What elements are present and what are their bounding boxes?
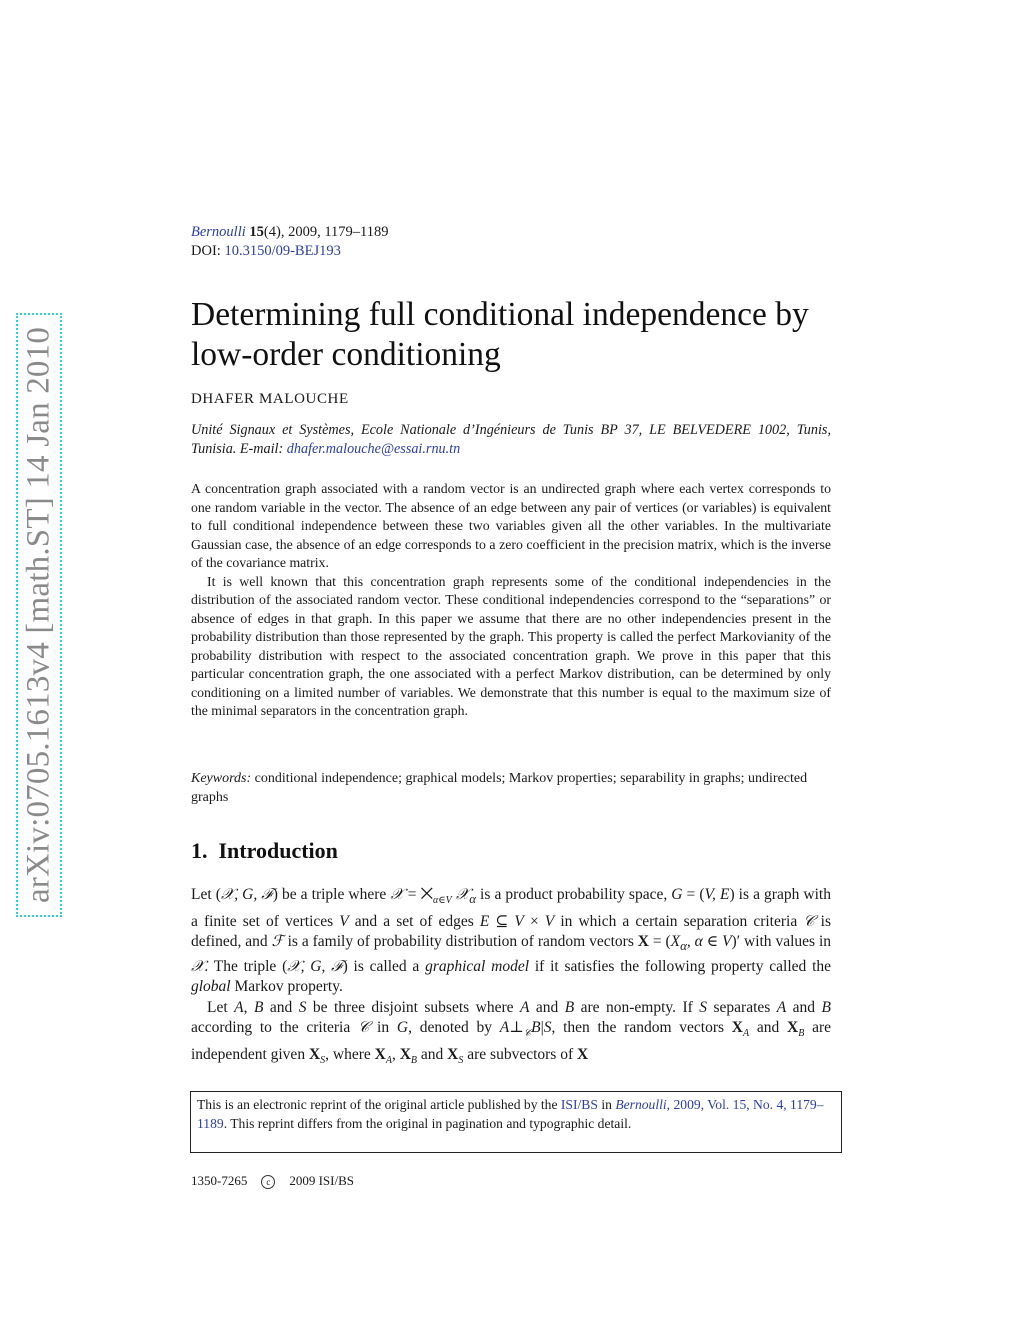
author-email-link[interactable]: dhafer.malouche@essai.rnu.tn (286, 441, 461, 457)
section-title: Introduction (218, 838, 338, 863)
arxiv-stamp (16, 313, 62, 917)
journal-issue: (4), 2009, 1179–1189 (263, 224, 389, 240)
paper-title: Determining full conditional independence by low-order conditioning (191, 296, 809, 373)
abstract-paragraph-1: A concentration graph associated with a random vector is an undirected graph where each vertex corresponds to one random variable in the vector. The absence of an edge between any pair of vertices (or variables) is equivalent to full conditional independence between these two variables given all the other variables. In the multivariate Gaussian case, the absence of an edge corresponds to a zero coefficient in the precision matrix, which is the inverse of the covariance matrix. (191, 481, 831, 570)
abstract-paragraph-2: It is well known that this concentration graph represents some of the conditional independencies in the distribution of the associated random vector. These conditional independencies correspond to the “separations” or absence of edges in that graph. In this paper we assume that there are no other independencies present in the probability distribution than those represented by the graph. This property is called the perfect Markovianity of the probability distribution with respect to the associated concentration graph. We prove in this paper that this particular concentration graph, the one associated with a perfect Markov distribution, can be determined by only conditioning on a limited number of variables. We demonstrate that this number is equal to the maximum size of the minimal separators in the concentration graph. (191, 573, 831, 718)
keywords-text: conditional independence; graphical models; Markov properties; separability in graphs; undirected graphs (191, 771, 808, 805)
author-name: DHAFER MALOUCHE (191, 391, 349, 407)
section-number: 1. (191, 838, 208, 863)
affiliation-text: Unité Signaux et Systèmes, Ecole Nationale d’Ingénieurs de Tunis BP 37, LE BELVEDERE 1002, Tunis, Tunisia. E-mail: (191, 422, 831, 457)
copyright-text: 2009 ISI/BS (289, 1173, 354, 1188)
issn: 1350-7265 (191, 1173, 248, 1188)
abstract (191, 480, 831, 721)
affiliation (191, 421, 831, 459)
arxiv-identifier: arXiv:0705.1613v4 [math.ST] 14 Jan 2010 (20, 326, 57, 904)
journal-volume: 15 (249, 224, 264, 240)
section-heading-introduction (191, 838, 338, 864)
journal-info (191, 223, 389, 261)
journal-citation (191, 223, 389, 242)
journal-name-link[interactable]: Bernoulli (191, 224, 246, 240)
doi-line (191, 242, 389, 261)
intro-paragraph-1: Let (𝒳, G, ℱ) be a triple where 𝒳 = $⨉_{\alpha\in V}$ 𝒳$_\alpha$ is a product probability space, G = (V, E) is a graph with a finite set of vertices V and a set of edges E ⊆ V × V in which a certain separation criteria 𝒞 is defined, and ℱ is a family of probability distribution of random vectors $X = (X_\alpha$, α ∈ V)′ with values in 𝒳. The triple (𝒳, G, ℱ) is called a graphical model if it satisfies the following property called the global Markov property. (191, 886, 831, 996)
keywords-label: Keywords: (191, 771, 252, 786)
footer (191, 1173, 354, 1189)
term-global: global (191, 978, 231, 996)
bernoulli-link[interactable]: Bernoulli (615, 1097, 667, 1112)
introduction-body (191, 885, 831, 1071)
term-graphical-model: graphical model (425, 957, 530, 975)
copyright-icon: c (261, 1175, 275, 1189)
intro-paragraph-2: Let A, B and S be three disjoint subsets where A and B are non-empty. If S separates A and B according to the criteria 𝒞 in G, denoted by $A\perp_𝒞B|S$, then the random vectors $X_A$ and $X_B$ are independent given $X_S$, where $X_A$, $X_B$ and $X_S$ are subvectors of X (191, 998, 831, 1066)
keywords (191, 769, 831, 807)
isibs-link[interactable]: ISI/BS (560, 1097, 598, 1112)
article-reference-link[interactable]: , 2009, Vol. 15, No. 4, 1179–1189 (197, 1097, 824, 1131)
doi-label: DOI: (191, 243, 221, 259)
doi-link[interactable]: 10.3150/09-BEJ193 (224, 243, 341, 259)
reprint-notice: This is an electronic reprint of the original article published by the ISI/BS in Bernoulli, 2009, Vol. 15, No. 4, 1179–1189. This reprint differs from the original in pagination and typographic detail. (190, 1091, 842, 1153)
